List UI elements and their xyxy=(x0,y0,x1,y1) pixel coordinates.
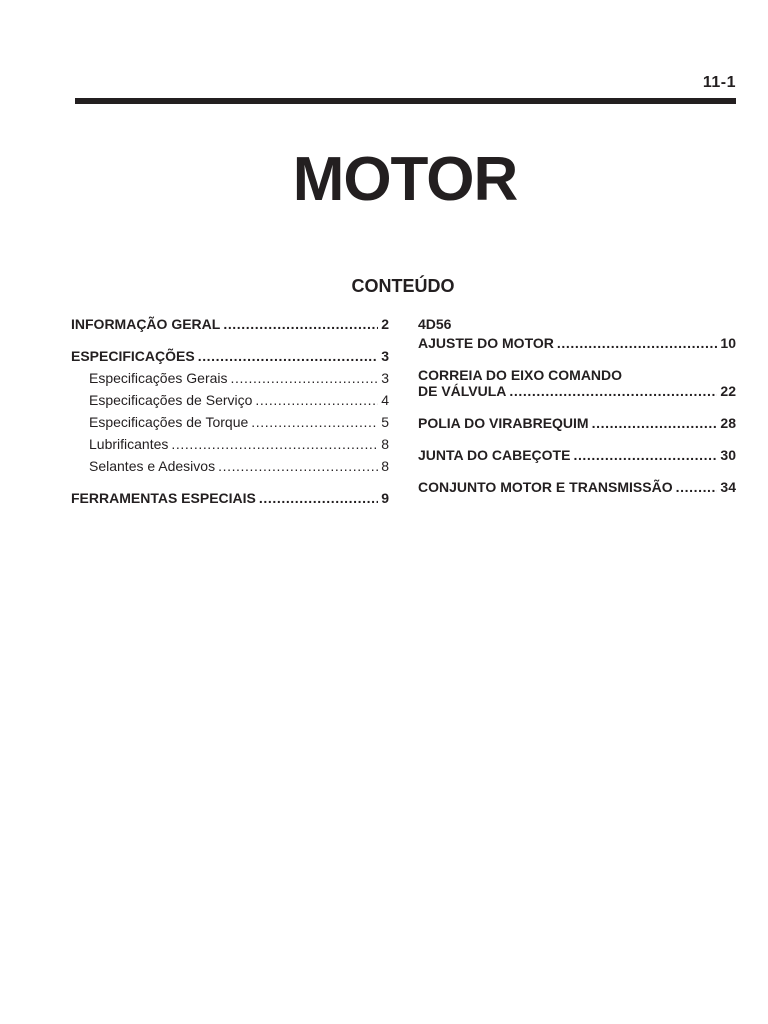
dot-leader xyxy=(676,479,718,495)
toc-entry-conjunto-motor-transmissao[interactable] xyxy=(418,479,736,495)
toc-entry-informacao-geral[interactable] xyxy=(71,316,389,332)
toc-entry-label: AJUSTE DO MOTOR xyxy=(418,335,554,351)
toc-entry-page: 5 xyxy=(381,414,389,430)
dot-leader xyxy=(509,383,717,399)
dot-leader xyxy=(251,414,378,430)
dot-leader xyxy=(171,436,378,452)
toc-entry-page: 3 xyxy=(381,370,389,386)
toc-entry-junta-cabecote[interactable] xyxy=(418,447,736,463)
dot-leader xyxy=(218,458,378,474)
dot-leader xyxy=(259,490,378,506)
toc-entry-page: 2 xyxy=(381,316,389,332)
toc-entry-label: Lubrificantes xyxy=(89,436,169,452)
toc-entry-label: Especificações de Torque xyxy=(89,414,249,430)
toc-entry-page: 30 xyxy=(720,447,736,463)
toc-entry-page: 8 xyxy=(381,436,389,452)
header-rule xyxy=(75,98,736,104)
toc-entry-page: 28 xyxy=(720,415,736,431)
dot-leader xyxy=(255,392,378,408)
toc-entry-page: 22 xyxy=(720,383,736,399)
toc-entry-especificacoes-servico[interactable] xyxy=(71,392,389,408)
dot-leader xyxy=(198,348,379,364)
toc-entry-label: Selantes e Adesivos xyxy=(89,458,216,474)
engine-code-heading: 4D56 xyxy=(418,316,452,332)
toc-entry-label: Especificações Gerais xyxy=(89,370,228,386)
toc-entry-ajuste-motor[interactable] xyxy=(418,335,736,351)
toc-entry-label: JUNTA DO CABEÇOTE xyxy=(418,447,571,463)
contents-heading: CONTEÚDO xyxy=(351,276,455,296)
toc-entry-selantes-adesivos[interactable] xyxy=(71,458,389,474)
dot-leader xyxy=(223,316,378,332)
toc-entry-page: 3 xyxy=(381,348,389,364)
toc-entry-page: 4 xyxy=(381,392,389,408)
toc-entry-especificacoes-torque[interactable] xyxy=(71,414,389,430)
toc-entry-label: Especificações de Serviço xyxy=(89,392,253,408)
toc-right-column xyxy=(418,316,736,495)
toc-entry-label: ESPECIFICAÇÕES xyxy=(71,348,195,364)
toc-entry-label: FERRAMENTAS ESPECIAIS xyxy=(71,490,256,506)
toc-entry-especificacoes[interactable] xyxy=(71,348,389,364)
toc-entry-label: CONJUNTO MOTOR E TRANSMISSÃO xyxy=(418,479,673,495)
toc-entry-label: POLIA DO VIRABREQUIM xyxy=(418,415,589,431)
toc-entry-label: DE VÁLVULA xyxy=(418,383,507,399)
toc-entry-correia-eixo-comando[interactable] xyxy=(418,383,736,399)
dot-leader xyxy=(557,335,718,351)
toc-entry-page: 9 xyxy=(381,490,389,506)
toc-entry-page: 34 xyxy=(720,479,736,495)
toc-left-column xyxy=(71,316,389,506)
toc-entry-label: INFORMAÇÃO GERAL xyxy=(71,316,221,332)
toc-entry-correia-line1[interactable]: CORREIA DO EIXO COMANDO xyxy=(418,367,623,383)
dot-leader xyxy=(592,415,718,431)
page-number: 11-1 xyxy=(702,74,736,91)
toc-entry-page: 10 xyxy=(720,335,736,351)
dot-leader xyxy=(573,447,717,463)
toc-entry-ferramentas-especiais[interactable] xyxy=(71,490,389,506)
toc-entry-page: 8 xyxy=(381,458,389,474)
page-title: MOTOR xyxy=(292,145,518,214)
toc-entry-lubrificantes[interactable] xyxy=(71,436,389,452)
toc-entry-polia-virabrequim[interactable] xyxy=(418,415,736,431)
dot-leader xyxy=(231,370,379,386)
toc-entry-especificacoes-gerais[interactable] xyxy=(71,370,389,386)
